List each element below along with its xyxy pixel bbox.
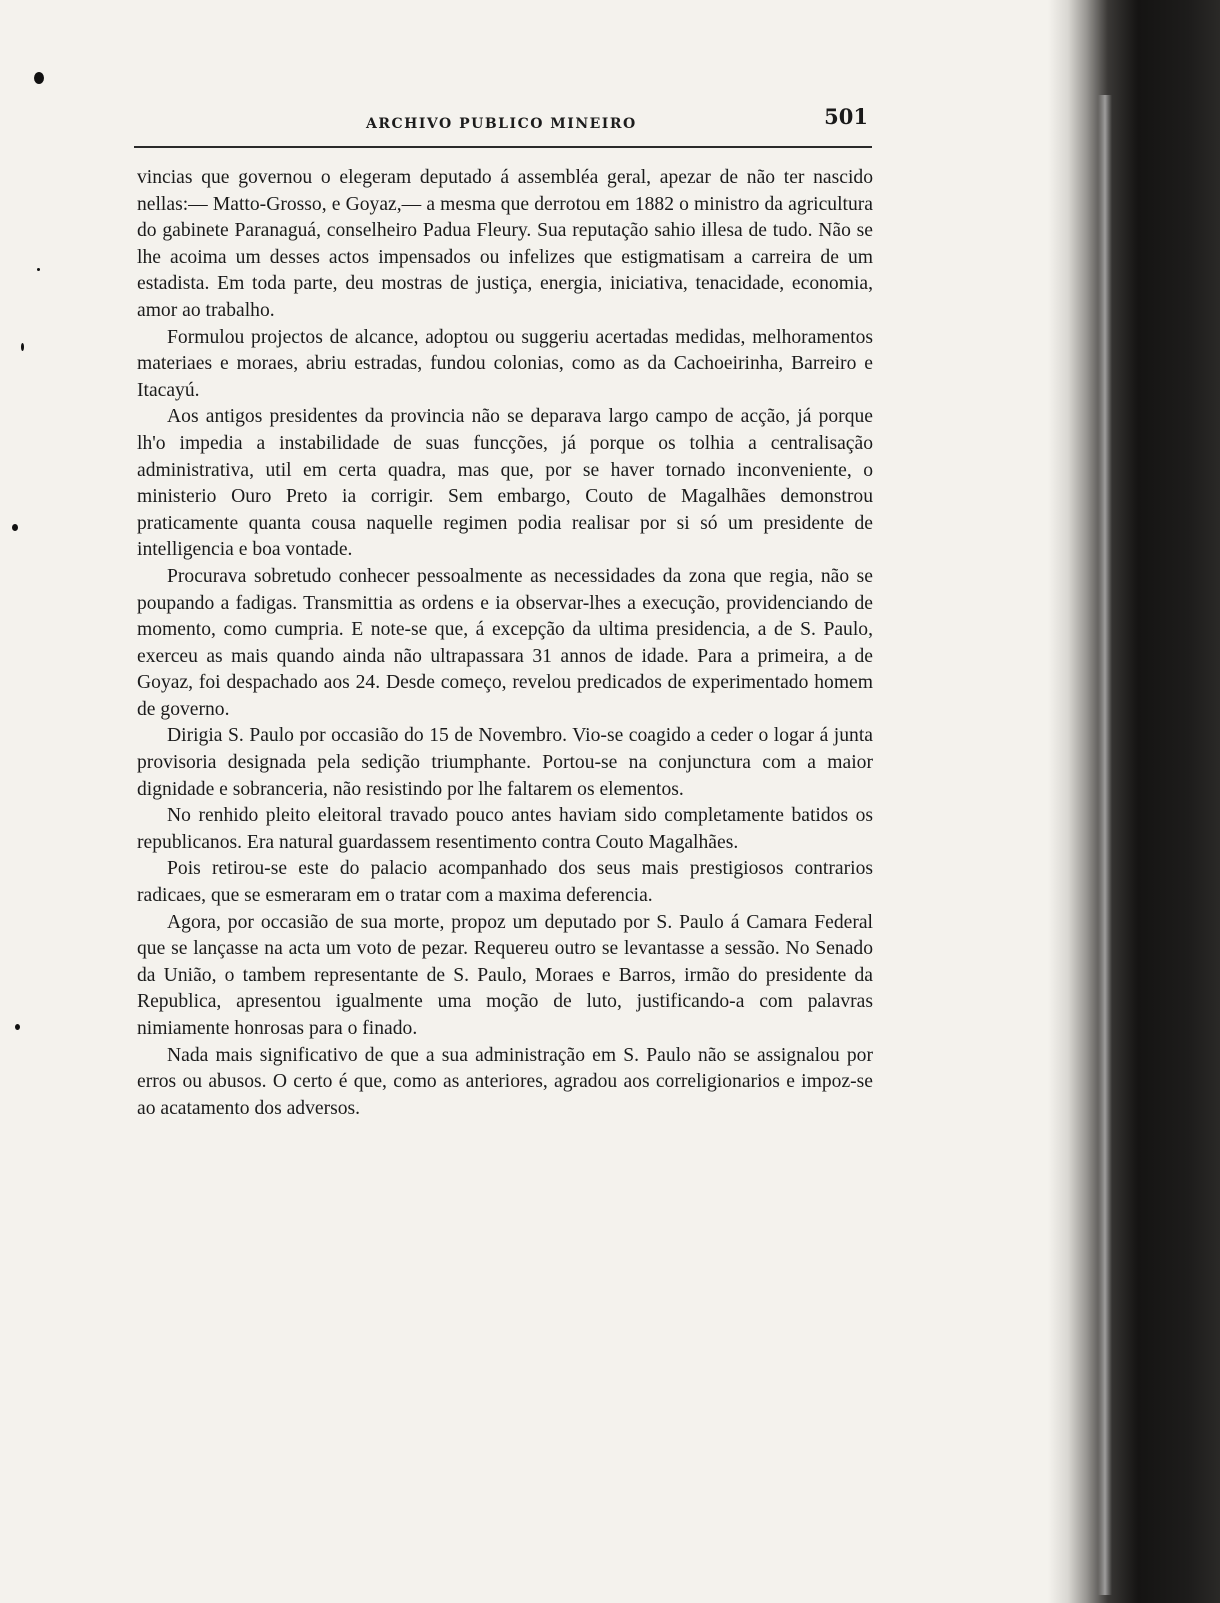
page-header — [138, 104, 868, 144]
paragraph-6: No renhido pleito eleitoral travado pouco antes haviam sido completamente batidos os republicanos. Era natural guardassem resentimento contra Couto Magalhães. — [137, 805, 873, 853]
paragraph-9: Nada mais significativo de que a sua administração em S. Paulo não se assignalou por erros ou abusos. O certo é que, como as anteriores, agradou aos correligionarios e impoz-se ao acatamento dos adversos. — [137, 1044, 873, 1119]
binding-edge-streak — [1098, 95, 1112, 1595]
binding-edge-shadow — [1048, 0, 1220, 1603]
running-head: ARCHIVO PUBLICO MINEIRO — [366, 116, 637, 132]
paragraph-2: Formulou projectos de alcance, adoptou ou suggeriu acertadas medidas, melhoramentos materiaes e moraes, abriu estradas, fundou colonias, como as da Cachoeirinha, Barreiro e Itacayú. — [137, 326, 873, 401]
paragraph-4: Procurava sobretudo conhecer pessoalmente as necessidades da zona que regia, não se poupando a fadigas. Transmittia as ordens e ia observar-lhes a execução, providenciando de momento, como cumpria. E note-se que, á excepção da ultima presidencia, a de S. Paulo, exerceu as mais quando ainda não ultrapassara 31 annos de idade. Para a primeira, a de Goyaz, foi despachado aos 24. Desde começo, revelou predicados de experimentado homem de governo. — [137, 565, 873, 720]
ink-speck — [21, 343, 24, 351]
ink-speck — [12, 524, 18, 531]
ink-speck — [34, 72, 44, 84]
ink-speck — [37, 268, 40, 271]
ink-speck — [15, 1024, 20, 1030]
paragraph-3: Aos antigos presidentes da provincia não se deparava largo campo de acção, já porque lh'o impedia a instabilidade de suas funcções, já porque os tolhia a centralisação administrativa, util em certa quadra, mas que, por se haver tornado inconveniente, o ministerio Ouro Preto ia corrigir. Sem embargo, Couto de Magalhães demonstrou praticamente quanta cousa naquelle regimen podia realisar por si só um presidente de intelligencia e boa vontade. — [137, 406, 873, 561]
paragraph-1: vincias que governou o elegeram deputado á assembléa geral, apezar de não ter nascido nellas:— Matto-Grosso, e Goyaz,— a mesma que derrotou em 1882 o ministro da agricultura do gabinete Paranaguá, conselheiro Padua Fleury. Sua reputação sahio illesa de tudo. Não se lhe acoima um desses actos impensados ou infelizes que estigmatisam a carreira de um estadista. Em toda parte, deu mostras de justiça, energia, iniciativa, tenacidade, economia, amor ao trabalho. — [137, 167, 873, 321]
paragraph-8: Agora, por occasião de sua morte, propoz um deputado por S. Paulo á Camara Federal que se lançasse na acta um voto de pezar. Requereu outro se levantasse a sessão. No Senado da União, o tambem representante de S. Paulo, Moraes e Barros, irmão do presidente da Republica, apresentou igualmente uma moção de luto, justificando-a com palavras nimiamente honrosas para o finado. — [137, 911, 873, 1039]
paragraph-5: Dirigia S. Paulo por occasião do 15 de Novembro. Vio-se coagido a ceder o logar á junta provisoria designada pela sedição triumphante. Portou-se na conjunctura com a maior dignidade e sobranceria, não resistindo por lhe faltarem os elementos. — [137, 725, 873, 800]
header-rule — [134, 146, 872, 148]
page-number: 501 — [824, 104, 868, 129]
body-text — [137, 165, 873, 1122]
paragraph-7: Pois retirou-se este do palacio acompanhado dos seus mais prestigiosos contrarios radicaes, que se esmeraram em o tratar com a maxima deferencia. — [137, 858, 873, 907]
